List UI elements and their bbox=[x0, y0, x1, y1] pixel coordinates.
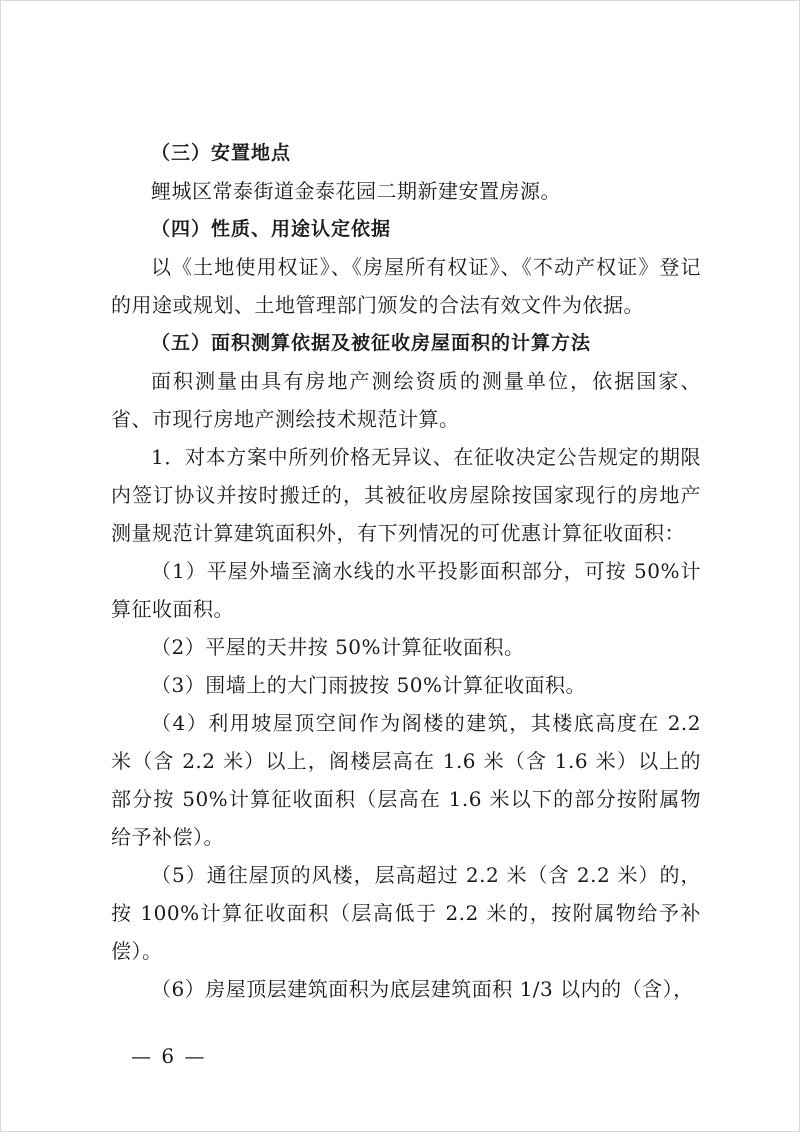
paragraph-subitem-1: （1）平屋外墙至滴水线的水平投影面积部分，可按 50%计算征收面积。 bbox=[111, 559, 701, 621]
paragraph-subitem-2: （2）平屋的天井按 50%计算征收面积。 bbox=[151, 635, 525, 659]
paragraph-subitem-6: （6）房屋顶层建筑面积为底层建筑面积 1/3 以内的（含）， bbox=[151, 977, 694, 1001]
page-number: — 6 — bbox=[131, 1044, 207, 1068]
paragraph-subitem-4: （4）利用坡屋顶空间作为阁楼的建筑，其楼底高度在 2.2 米（含 2.2 米）以上，阁楼层高在 1.6 米（含 1.6 米）以上的部分按 50%计算征收面积（层高在 1.6 米以下的部分按附属物给予补偿）。 bbox=[111, 711, 701, 849]
section-heading-area-calculation: （五）面积测算依据及被征收房屋面积的计算方法 bbox=[151, 332, 592, 354]
paragraph-placement-location: 鲤城区常泰街道金泰花园二期新建安置房源。 bbox=[151, 179, 561, 203]
paragraph-area-measurement: 面积测量由具有房地产测绘资质的测量单位，依据国家、省、市现行房地产测绘技术规范计算。 bbox=[111, 369, 701, 431]
paragraph-nature-use: 以《土地使用权证》、《房屋所有权证》、《不动产权证》登记的用途或规划、土地管理部门颁发的合法有效文件为依据。 bbox=[111, 255, 701, 317]
paragraph-subitem-5: （5）通往屋顶的风楼，层高超过 2.2 米（含 2.2 米）的，按 100%计算征收面积（层高低于 2.2 米的，按附属物给予补偿）。 bbox=[111, 863, 701, 963]
section-heading-placement-location: （三）安置地点 bbox=[151, 142, 292, 164]
paragraph-item-1: 1．对本方案中所列价格无异议、在征收决定公告规定的期限内签订协议并按时搬迁的，其被征收房屋除按国家现行的房地产测量规范计算建筑面积外，有下列情况的可优惠计算征收面积： bbox=[111, 445, 701, 545]
section-heading-nature-use: （四）性质、用途认定依据 bbox=[151, 218, 392, 240]
document-body bbox=[111, 134, 701, 1008]
paragraph-subitem-3: （3）围墙上的大门雨披按 50%计算征收面积。 bbox=[151, 673, 587, 697]
